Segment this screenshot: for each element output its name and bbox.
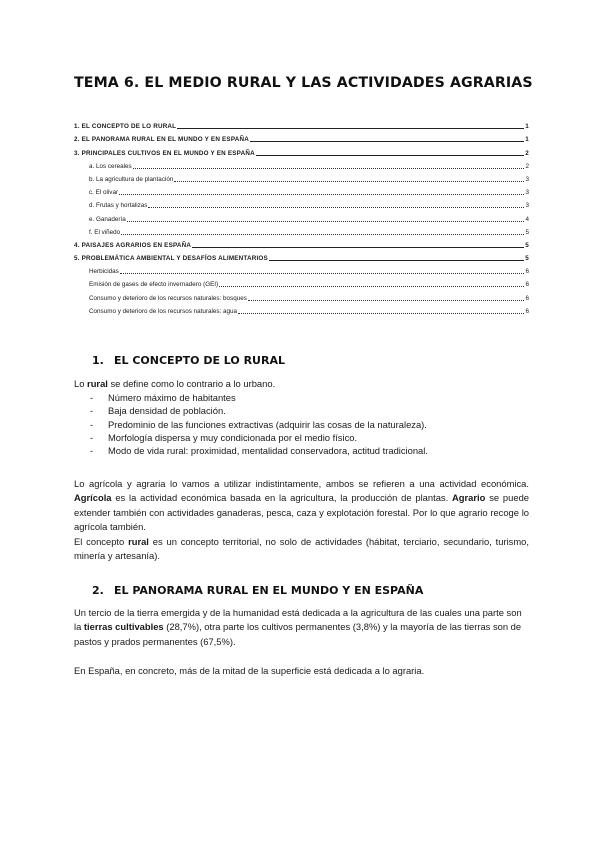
text-run: (28,7%), otra parte los cultivos permanentes (3,8%) y la mayoría de las tierras son de pastos y prados permanentes (67,5%).	[74, 621, 522, 647]
section1-intro	[74, 377, 529, 391]
toc-entry-label: d. Frutas y hortalizas	[89, 202, 148, 210]
section1-paragraph-3	[74, 535, 529, 564]
toc-leader	[148, 207, 524, 208]
toc-entry-page: 5	[525, 255, 529, 263]
list-item: - Baja densidad de población.	[74, 404, 529, 417]
toc-entry-page: 4	[525, 215, 529, 223]
text-run: se define como lo contrario a lo urbano.	[107, 378, 276, 389]
section2-heading	[92, 584, 423, 597]
toc-entry-label: e. Ganadería	[89, 215, 126, 223]
toc-entry-page: 1	[525, 123, 529, 131]
text-run: Lo	[74, 378, 88, 389]
section2-number: 2.	[92, 584, 104, 597]
toc-leader	[119, 194, 524, 195]
toc-entry-label: Consumo y deterioro de los recursos naturales: agua	[89, 307, 238, 315]
text-run: se puede extender también con actividades ganaderas, pesca, caza y explotación forestal. Por lo que agrario recoge lo agrícola también.	[74, 492, 529, 533]
toc-leader	[256, 155, 524, 156]
toc-entry-label: 3. PRINCIPALES CULTIVOS EN EL MUNDO Y EN ESPAÑA	[74, 149, 255, 157]
bold-term: rural	[128, 536, 149, 547]
toc-leader	[250, 141, 524, 142]
toc-leader	[133, 168, 525, 169]
text-run: Lo agrícola y agraria lo vamos a utilizar indistintamente, ambos se refieren a una actividad económica.	[74, 478, 529, 489]
toc-leader	[238, 313, 524, 314]
toc-entry-page: 5	[525, 241, 529, 249]
toc-entry-label: c. El olivar	[89, 189, 119, 197]
toc-entry-page: 6	[525, 307, 529, 315]
toc-entry-label: Consumo y deterioro de los recursos naturales: bosques	[89, 294, 247, 302]
list-item: - Modo de vida rural: proximidad, mentalidad conservadora, actitud tradicional.	[74, 444, 529, 457]
toc-leader	[177, 128, 524, 129]
toc-entry[interactable]	[74, 263, 529, 276]
bold-term: Agrario	[452, 492, 486, 504]
section2-paragraph-2: En España, en concreto, más de la mitad de la superficie está dedicada a lo agraria.	[74, 665, 425, 676]
toc-entry-page: 5	[525, 228, 529, 236]
toc-leader	[121, 234, 524, 235]
bold-term: Agrícola	[74, 492, 112, 504]
section1-bullet-list	[74, 391, 529, 457]
toc-entry[interactable]	[74, 237, 529, 250]
table-of-contents	[74, 118, 529, 316]
toc-entry[interactable]	[74, 250, 529, 263]
toc-entry-label: 2. EL PANORAMA RURAL EN EL MUNDO Y EN ESPAÑA	[74, 136, 249, 144]
toc-entry[interactable]	[74, 197, 529, 210]
bold-term: tierras cultivables	[83, 621, 164, 633]
toc-entry-label: b. La agricultura de plantación	[89, 175, 174, 183]
section1-number: 1.	[92, 354, 104, 367]
toc-entry-page: 3	[525, 202, 529, 210]
toc-entry[interactable]	[74, 158, 529, 171]
toc-entry-page: 3	[525, 189, 529, 197]
text-run: Un tercio de la tierra emergida y de la humanidad está dedicada a la agricultura de las cuales una parte son la	[74, 607, 522, 633]
text-run: es la actividad económica basada en la agricultura, la producción de plantas.	[111, 492, 453, 504]
toc-entry-label: Emisión de gases de efecto invernadero (GEI)	[89, 281, 219, 289]
toc-leader	[248, 300, 525, 301]
toc-entry-page: 2	[525, 162, 529, 170]
toc-leader	[127, 221, 525, 222]
toc-entry[interactable]	[74, 118, 529, 131]
toc-entry-label: f. El viñedo	[89, 228, 121, 236]
toc-leader	[120, 273, 525, 274]
toc-entry[interactable]	[74, 144, 529, 157]
toc-entry[interactable]	[74, 289, 529, 302]
toc-entry-page: 6	[525, 268, 529, 276]
document-title: TEMA 6. EL MEDIO RURAL Y LAS ACTIVIDADES AGRARIAS	[74, 75, 533, 91]
toc-entry-label: 4. PAISAJES AGRARIOS EN ESPAÑA	[74, 241, 192, 249]
list-item: - Número máximo de habitantes	[74, 391, 529, 404]
list-item: - Predominio de las funciones extractivas (adquirir las cosas de la naturaleza).	[74, 418, 529, 431]
list-item: - Morfología dispersa y muy condicionada por el medio físico.	[74, 431, 529, 444]
toc-entry[interactable]	[74, 224, 529, 237]
toc-leader	[192, 247, 524, 248]
section1-heading	[92, 354, 285, 367]
section2-paragraph-1	[74, 606, 529, 649]
toc-entry[interactable]	[74, 171, 529, 184]
bold-term: rural	[87, 378, 108, 389]
toc-entry[interactable]	[74, 210, 529, 223]
toc-entry-label: 5. PROBLEMÁTICA AMBIENTAL Y DESAFÍOS ALIMENTARIOS	[74, 255, 268, 263]
toc-entry[interactable]	[74, 131, 529, 144]
toc-leader	[174, 181, 524, 182]
toc-leader	[269, 260, 524, 261]
toc-entry-label: Herbicidas	[89, 268, 119, 276]
toc-entry-label: 1. EL CONCEPTO DE LO RURAL	[74, 123, 177, 131]
toc-entry-page: 3	[525, 175, 529, 183]
toc-entry-page: 1	[525, 136, 529, 144]
section2-heading-text: EL PANORAMA RURAL EN EL MUNDO Y EN ESPAÑA	[114, 584, 424, 597]
toc-entry-page: 2	[525, 149, 529, 157]
toc-leader	[219, 286, 524, 287]
toc-entry[interactable]	[74, 184, 529, 197]
section1-heading-text: EL CONCEPTO DE LO RURAL	[114, 354, 285, 367]
toc-entry[interactable]	[74, 303, 529, 316]
toc-entry-label: a. Los cereales	[89, 162, 132, 170]
text-run: El concepto	[74, 536, 129, 547]
section1-paragraph-2	[74, 477, 529, 535]
toc-entry-page: 6	[525, 281, 529, 289]
toc-entry[interactable]	[74, 276, 529, 289]
toc-entry-page: 6	[525, 294, 529, 302]
text-run: es un concepto territorial, no solo de actividades (hábitat, terciario, secundario, turismo, minería y artesanía).	[74, 536, 529, 562]
